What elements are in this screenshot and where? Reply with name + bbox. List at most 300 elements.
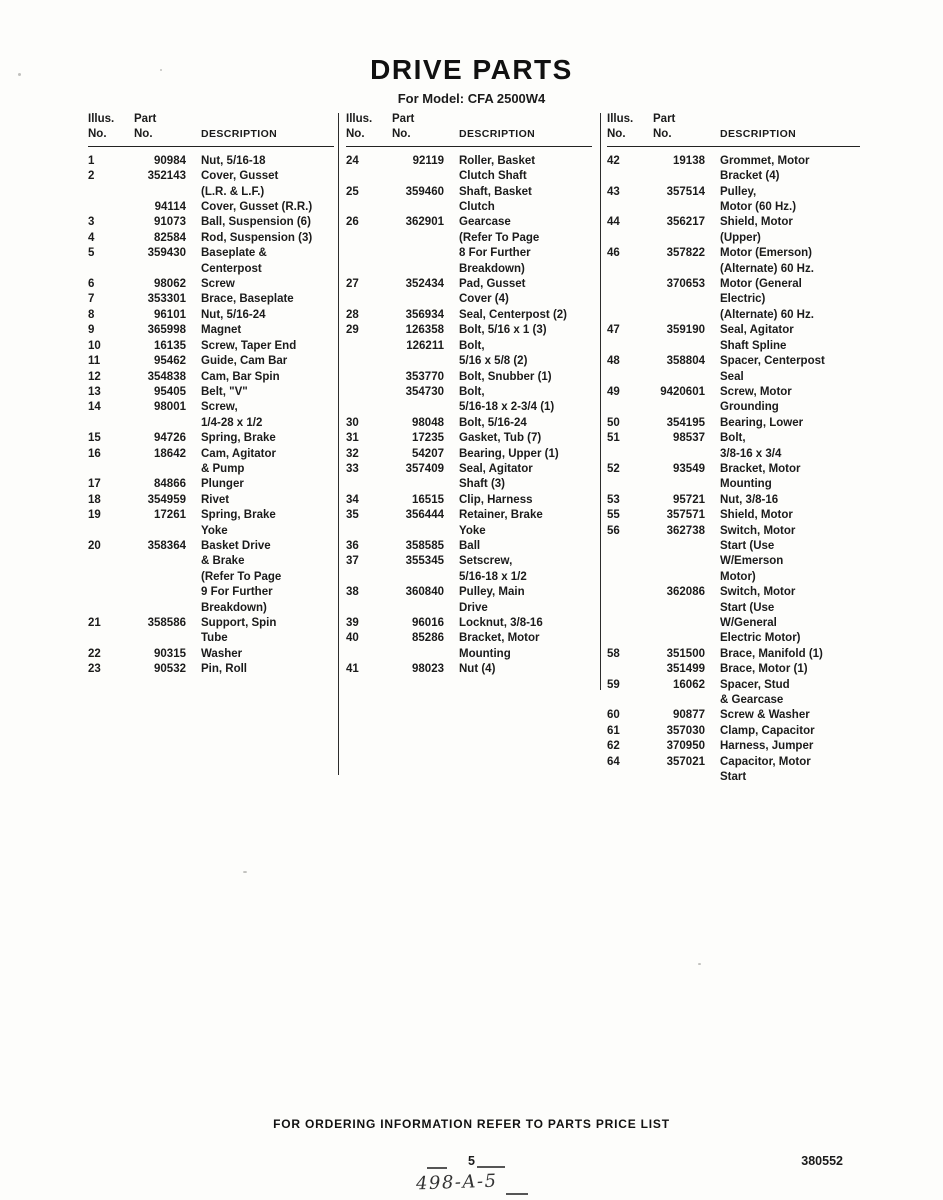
part-description: Washer — [201, 647, 243, 660]
part-no: 356444 — [405, 509, 444, 522]
illus-no — [607, 585, 653, 647]
ordering-note: FOR ORDERING INFORMATION REFER TO PARTS PRICE LIST — [273, 1117, 670, 1131]
illus-no: 27 — [346, 278, 359, 291]
part-description: Nut (4) — [459, 663, 496, 676]
handwritten-stroke — [477, 1166, 505, 1168]
part-no: 54207 — [412, 447, 444, 460]
scan-artifact — [160, 69, 162, 71]
part-description: Clamp, Capacitor — [720, 724, 815, 737]
part-description: Bolt, Snubber (1) — [459, 370, 552, 383]
parts-row — [346, 462, 592, 493]
part-description: Nut, 5/16-24 — [201, 308, 266, 321]
part-no: 98023 — [412, 663, 444, 676]
illus-no: 52 — [607, 462, 620, 475]
part-no: 126211 — [406, 339, 444, 352]
part-no: 98537 — [673, 432, 705, 445]
header-illus-label: Illus. — [88, 113, 115, 125]
header-part-label: Part — [134, 113, 157, 125]
header-description-label: DESCRIPTION — [720, 128, 797, 141]
page-subtitle: For Model: CFA 2500W4 — [397, 91, 546, 106]
part-no: 351500 — [666, 647, 705, 660]
scan-artifact — [18, 73, 21, 76]
part-no: 359190 — [666, 324, 705, 337]
illus-no: 3 — [88, 216, 95, 229]
parts-row — [607, 385, 860, 416]
parts-rows — [607, 154, 860, 786]
document-number: 380552 — [801, 1154, 843, 1168]
illus-no: 7 — [88, 293, 95, 306]
part-no: 357822 — [666, 247, 705, 260]
part-description: Ball — [459, 539, 481, 552]
parts-row — [346, 339, 592, 370]
part-description: Brace, Manifold (1) — [720, 647, 823, 660]
part-description: Shaft, Basket Clutch — [459, 185, 532, 214]
illus-no: 60 — [607, 709, 620, 722]
parts-row — [607, 678, 860, 709]
parts-row — [607, 185, 860, 216]
parts-row — [346, 308, 592, 323]
parts-row — [346, 385, 592, 416]
parts-row — [346, 508, 592, 539]
illus-no: 30 — [346, 416, 359, 429]
illus-no: 48 — [607, 355, 620, 368]
parts-row — [607, 585, 860, 647]
part-no: 94726 — [154, 432, 186, 445]
part-no: 85286 — [412, 632, 444, 645]
illus-no: 16 — [88, 447, 101, 460]
parts-row — [607, 708, 860, 723]
illus-no: 9 — [88, 324, 95, 337]
page-number: 5 — [468, 1154, 475, 1168]
column-header — [346, 112, 592, 147]
parts-row — [607, 462, 860, 493]
illus-no — [346, 385, 392, 416]
part-description: Switch, Motor Start (Use W/Emerson Motor) — [720, 524, 796, 583]
header-part-label: Part — [392, 113, 415, 125]
parts-row — [88, 662, 334, 677]
illus-no: 50 — [607, 416, 620, 429]
part-no: 90315 — [154, 647, 186, 660]
parts-row — [346, 616, 592, 631]
part-no: 95405 — [154, 385, 186, 398]
illus-no: 44 — [607, 216, 620, 229]
parts-row — [88, 231, 334, 246]
part-description: Rivet — [201, 493, 230, 506]
illus-no: 20 — [88, 539, 101, 552]
parts-row — [88, 431, 334, 446]
part-no: 98048 — [412, 416, 444, 429]
part-no: 358586 — [147, 617, 186, 629]
part-no: 126358 — [405, 324, 444, 337]
part-description: Brace, Motor (1) — [720, 663, 808, 676]
part-no: 352434 — [405, 278, 444, 291]
part-description: Capacitor, Motor Start — [720, 755, 811, 784]
illus-no: 13 — [88, 385, 101, 398]
parts-row — [607, 647, 860, 662]
parts-row — [88, 277, 334, 292]
part-no: 359430 — [147, 247, 186, 260]
part-no: 9420601 — [660, 385, 705, 398]
part-description: Bolt, 5/16-18 x 2-3/4 (1) — [459, 385, 555, 414]
part-description: Cover, Gusset (L.R. & L.F.) — [201, 170, 279, 198]
illus-no: 47 — [607, 324, 620, 337]
illus-no: 33 — [346, 462, 359, 475]
part-no: 351499 — [666, 663, 705, 676]
part-description: Spacer, Stud & Gearcase — [720, 678, 790, 707]
part-no: 357021 — [666, 755, 705, 768]
illus-no: 37 — [346, 555, 359, 568]
header-no-label: No. — [392, 128, 411, 141]
part-description: Cam, Bar Spin — [201, 370, 280, 383]
illus-no: 8 — [88, 308, 95, 321]
parts-row — [607, 724, 860, 739]
parts-row — [346, 323, 592, 338]
part-no: 92119 — [412, 154, 444, 167]
parts-row — [607, 215, 860, 246]
parts-row — [346, 416, 592, 431]
part-no: 358364 — [147, 539, 186, 552]
part-no: 353770 — [405, 370, 444, 383]
part-description: Seal, Agitator Shaft (3) — [459, 462, 533, 491]
illus-no: 42 — [607, 154, 620, 167]
part-description: Baseplate & Centerpost — [201, 247, 267, 275]
part-no: 16515 — [412, 493, 444, 506]
illus-no: 6 — [88, 278, 95, 291]
parts-row — [346, 447, 592, 462]
part-no: 355345 — [405, 555, 444, 568]
part-description: Pulley, Motor (60 Hz.) — [720, 185, 797, 214]
parts-row — [607, 154, 860, 185]
header-description-label: DESCRIPTION — [459, 128, 536, 141]
parts-row — [607, 524, 860, 586]
illus-no: 53 — [607, 493, 620, 506]
part-no: 370950 — [666, 740, 705, 753]
parts-row — [88, 493, 334, 508]
illus-no: 17 — [88, 478, 101, 491]
illus-no: 56 — [607, 524, 620, 537]
part-description: Grommet, Motor Bracket (4) — [720, 154, 810, 183]
illus-no: 49 — [607, 385, 620, 398]
illus-no: 35 — [346, 509, 359, 522]
part-description: Seal, Agitator Shaft Spline — [720, 324, 794, 352]
parts-row — [88, 400, 334, 431]
part-no: 370653 — [666, 278, 705, 291]
part-description: Belt, "V" — [201, 385, 248, 398]
part-description: Basket Drive & Brake (Refer To Page 9 For Further Breakdown) — [201, 539, 282, 614]
part-description: Bearing, Lower — [720, 416, 804, 429]
part-no: 360840 — [405, 586, 444, 599]
part-description: Pulley, Main Drive — [459, 586, 525, 614]
part-no: 98001 — [154, 401, 186, 414]
illus-no: 36 — [346, 539, 359, 552]
part-description: Screw, Motor Grounding — [720, 385, 792, 414]
part-description: Spring, Brake Yoke — [201, 509, 276, 537]
part-description: Harness, Jumper — [720, 740, 814, 753]
handwritten-note: 498-A-5 — [415, 1170, 498, 1195]
part-no: 354195 — [666, 416, 705, 429]
part-description: Nut, 5/16-18 — [201, 154, 266, 167]
header-no-label: No. — [134, 128, 153, 141]
parts-row — [88, 246, 334, 277]
illus-no — [346, 370, 392, 385]
part-description: Switch, Motor Start (Use W/General Electric Motor) — [720, 586, 801, 645]
parts-row — [607, 739, 860, 754]
illus-no: 43 — [607, 185, 620, 198]
header-part-label: Part — [653, 113, 676, 125]
part-no: 354959 — [147, 493, 186, 506]
illus-no: 23 — [88, 663, 101, 676]
illus-no: 61 — [607, 724, 620, 737]
illus-no: 39 — [346, 617, 359, 629]
parts-row — [607, 755, 860, 786]
part-description: Bearing, Upper (1) — [459, 447, 559, 460]
part-no: 357514 — [666, 185, 705, 198]
illus-no: 22 — [88, 647, 101, 660]
part-description: Bracket, Motor Mounting — [720, 462, 801, 491]
parts-column-3 — [607, 112, 860, 785]
part-no: 352143 — [147, 170, 186, 183]
part-description: Setscrew, 5/16-18 x 1/2 — [459, 555, 527, 583]
parts-row — [607, 493, 860, 508]
illus-no: 46 — [607, 247, 620, 260]
part-no: 16135 — [154, 339, 186, 352]
illus-no: 28 — [346, 308, 359, 321]
scan-artifact — [698, 963, 701, 965]
part-no: 95721 — [673, 493, 705, 506]
parts-row — [346, 154, 592, 185]
part-no: 17235 — [412, 432, 444, 445]
part-description: Locknut, 3/8-16 — [459, 617, 543, 629]
parts-row — [88, 385, 334, 400]
parts-row — [88, 339, 334, 354]
part-no: 90984 — [154, 154, 186, 167]
illus-no: 21 — [88, 617, 101, 629]
part-no: 354838 — [147, 370, 186, 383]
part-no: 359460 — [405, 185, 444, 198]
parts-row — [88, 447, 334, 478]
part-description: Gasket, Tub (7) — [459, 432, 542, 445]
parts-row — [346, 585, 592, 616]
part-no: 18642 — [154, 447, 186, 460]
parts-row — [88, 323, 334, 338]
parts-row — [607, 246, 860, 277]
part-description: Support, Spin Tube — [201, 617, 277, 645]
part-no: 91073 — [154, 216, 186, 229]
part-description: Nut, 3/8-16 — [720, 493, 779, 506]
part-description: Cover, Gusset (R.R.) — [201, 201, 313, 214]
part-description: Gearcase (Refer To Page 8 For Further Breakdown) — [459, 216, 540, 275]
parts-row — [607, 416, 860, 431]
illus-no: 34 — [346, 493, 359, 506]
page-title: DRIVE PARTS — [370, 54, 573, 85]
illus-no — [88, 200, 134, 215]
parts-row — [88, 647, 334, 662]
part-description: Clip, Harness — [459, 493, 533, 506]
parts-column-2 — [346, 112, 592, 678]
parts-row — [607, 508, 860, 523]
parts-row — [607, 662, 860, 677]
illus-no: 59 — [607, 678, 620, 691]
parts-row — [88, 292, 334, 307]
illus-no: 29 — [346, 324, 359, 337]
part-description: Screw & Washer — [720, 709, 810, 722]
illus-no: 4 — [88, 231, 95, 244]
part-no: 16062 — [673, 678, 705, 691]
part-no: 82584 — [154, 231, 186, 244]
part-no: 362901 — [405, 216, 444, 229]
part-no: 353301 — [147, 293, 186, 306]
illus-no: 11 — [88, 355, 101, 368]
part-description: Bolt, 5/16 x 1 (3) — [459, 324, 547, 337]
illus-no: 40 — [346, 632, 359, 645]
part-description: Magnet — [201, 324, 242, 337]
part-no: 98062 — [154, 278, 186, 291]
part-description: Shield, Motor — [720, 509, 793, 522]
scan-artifact — [243, 871, 247, 873]
part-no: 362738 — [666, 524, 705, 537]
part-description: Bolt, 5/16 x 5/8 (2) — [459, 339, 528, 368]
illus-no: 64 — [607, 755, 620, 768]
header-no-label: No. — [653, 128, 672, 141]
column-header — [88, 112, 334, 147]
header-no-label: No. — [88, 128, 107, 141]
parts-column-1 — [88, 112, 334, 678]
illus-no: 5 — [88, 247, 95, 260]
parts-row — [346, 277, 592, 308]
parts-row — [607, 431, 860, 462]
parts-row — [88, 477, 334, 492]
illus-no: 14 — [88, 401, 101, 414]
parts-rows — [88, 154, 334, 678]
part-description: Retainer, Brake Yoke — [459, 509, 543, 537]
header-no-label: No. — [607, 128, 626, 141]
part-description: Guide, Cam Bar — [201, 355, 288, 368]
header-no-label: No. — [346, 128, 365, 141]
part-no: 356217 — [666, 216, 705, 229]
parts-row — [346, 493, 592, 508]
part-no: 96101 — [154, 308, 186, 321]
illus-no: 38 — [346, 586, 359, 599]
illus-no: 55 — [607, 509, 620, 522]
part-description: Spring, Brake — [201, 432, 276, 445]
parts-row — [346, 370, 592, 385]
parts-row — [346, 554, 592, 585]
parts-row — [346, 662, 592, 677]
parts-row — [88, 508, 334, 539]
illus-no: 24 — [346, 154, 359, 167]
parts-row — [607, 277, 860, 323]
parts-row — [88, 370, 334, 385]
part-description: Rod, Suspension (3) — [201, 231, 313, 244]
illus-no — [607, 277, 653, 323]
part-no: 362086 — [666, 586, 705, 599]
column-divider — [338, 113, 339, 775]
column-divider — [600, 113, 601, 690]
illus-no: 25 — [346, 185, 359, 198]
illus-no: 32 — [346, 447, 359, 460]
part-description: Bolt, 5/16-24 — [459, 416, 527, 429]
part-no: 358804 — [666, 355, 705, 368]
part-no: 354730 — [405, 385, 444, 398]
illus-no — [607, 662, 653, 677]
header-illus-label: Illus. — [346, 113, 373, 125]
part-description: Roller, Basket Clutch Shaft — [459, 154, 536, 183]
parts-row — [346, 185, 592, 216]
part-no: 356934 — [405, 308, 444, 321]
illus-no: 31 — [346, 432, 359, 445]
parts-row — [88, 308, 334, 323]
illus-no: 58 — [607, 647, 620, 660]
part-no: 357030 — [666, 724, 705, 737]
illus-no: 19 — [88, 509, 101, 522]
part-no: 358585 — [405, 539, 444, 552]
part-description: Pin, Roll — [201, 663, 247, 676]
parts-row — [88, 154, 334, 169]
part-no: 96016 — [412, 617, 444, 629]
part-description: Cam, Agitator & Pump — [201, 447, 276, 475]
illus-no: 1 — [88, 154, 95, 167]
illus-no: 26 — [346, 216, 359, 229]
part-description: Bracket, Motor Mounting — [459, 632, 540, 660]
illus-no: 51 — [607, 432, 620, 445]
part-no: 94114 — [154, 201, 186, 214]
part-description: Brace, Baseplate — [201, 293, 294, 306]
handwritten-stroke — [427, 1167, 447, 1169]
part-description: Screw, 1/4-28 x 1/2 — [201, 401, 263, 429]
part-description: Plunger — [201, 478, 244, 491]
illus-no: 2 — [88, 170, 95, 183]
illus-no: 12 — [88, 370, 101, 383]
handwritten-stroke — [506, 1193, 528, 1195]
parts-row — [346, 431, 592, 446]
parts-row — [88, 200, 334, 215]
parts-row — [88, 354, 334, 369]
parts-row — [88, 539, 334, 616]
part-no: 365998 — [147, 324, 186, 337]
parts-row — [607, 354, 860, 385]
parts-row — [346, 631, 592, 662]
parts-row — [88, 616, 334, 647]
parts-row — [88, 215, 334, 230]
part-no: 84866 — [154, 478, 186, 491]
part-no: 95462 — [154, 355, 186, 368]
part-description: Shield, Motor (Upper) — [720, 216, 793, 244]
part-no: 357571 — [666, 509, 705, 522]
illus-no: 62 — [607, 740, 620, 753]
parts-rows — [346, 154, 592, 678]
part-description: Motor (Emerson) (Alternate) 60 Hz. — [720, 247, 814, 275]
part-description: Bolt, 3/8-16 x 3/4 — [720, 432, 782, 460]
column-header — [607, 112, 860, 147]
parts-row — [346, 215, 592, 277]
part-description: Spacer, Centerpost Seal — [720, 355, 825, 383]
part-description: Screw, Taper End — [201, 339, 297, 352]
part-no: 17261 — [154, 509, 186, 522]
part-no: 90877 — [673, 709, 705, 722]
part-description: Motor (General Electric) (Alternate) 60 Hz. — [720, 278, 814, 321]
illus-no: 10 — [88, 339, 101, 352]
illus-no: 15 — [88, 432, 101, 445]
parts-row — [88, 169, 334, 200]
part-no: 93549 — [673, 462, 705, 475]
part-no: 357409 — [405, 462, 444, 475]
illus-no: 18 — [88, 493, 101, 506]
illus-no — [346, 339, 392, 370]
part-description: Screw — [201, 278, 235, 291]
header-description-label: DESCRIPTION — [201, 128, 278, 141]
part-description: Pad, Gusset Cover (4) — [459, 278, 526, 306]
illus-no: 41 — [346, 663, 359, 676]
